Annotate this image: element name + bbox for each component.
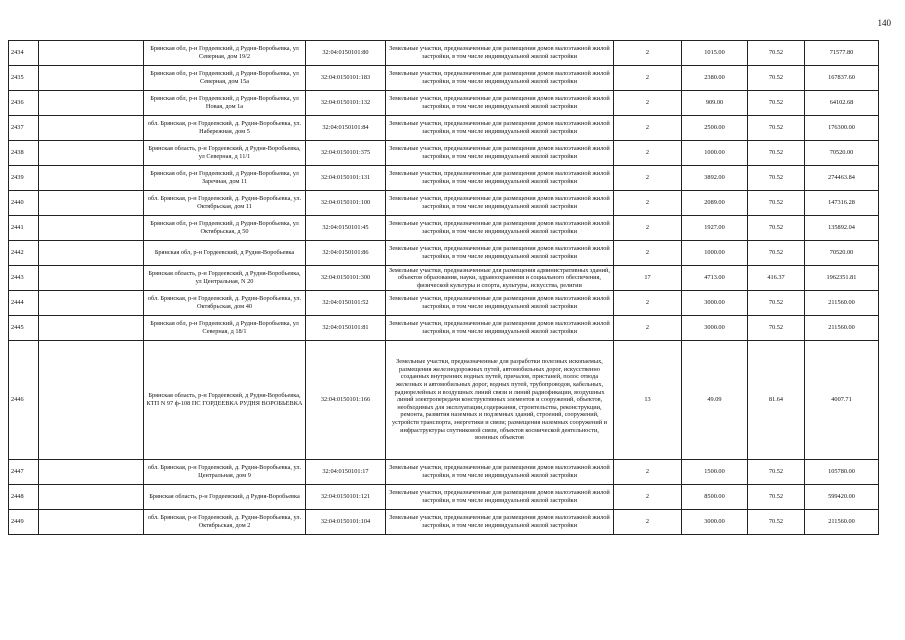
specific-value-cell: 70.52 xyxy=(748,241,805,266)
cadastral-number-cell: 32:04:0150101:100 xyxy=(306,191,386,216)
specific-value-cell: 416.37 xyxy=(748,266,805,291)
specific-value-cell: 70.52 xyxy=(748,66,805,91)
address-cell: Брянская обл, р-н Гордеевский, д Рудня-Воробьевка, ул Октябрьская, д 50 xyxy=(144,216,306,241)
address-cell: Брянская область, р-н Гордеевский, д Рудня-Воробьевка xyxy=(144,485,306,510)
specific-value-cell: 70.52 xyxy=(748,316,805,341)
cadastral-value-cell: 211560.00 xyxy=(805,316,879,341)
group-number-cell: 2 xyxy=(614,291,682,316)
cadastral-value-cell: 211560.00 xyxy=(805,510,879,535)
specific-value-cell: 70.52 xyxy=(748,460,805,485)
page-number: 140 xyxy=(877,18,891,28)
area-cell: 2500.00 xyxy=(682,116,748,141)
row-number: 2449 xyxy=(9,510,39,535)
cadastral-value-cell: 211560.00 xyxy=(805,291,879,316)
land-category-cell: Земельные участки, предназначенные для размещения домов малоэтажной жилой застройки, в том числе индивидуальной жилой застройки xyxy=(386,166,614,191)
address-cell: Брянская обл, р-н Гордеевский, д Рудня-Воробьевка, ул Северная, дом 19/2 xyxy=(144,41,306,66)
group-number-cell: 2 xyxy=(614,116,682,141)
land-category-cell: Земельные участки, предназначенные для размещения домов малоэтажной жилой застройки, в том числе индивидуальной жилой застройки xyxy=(386,116,614,141)
land-category-cell: Земельные участки, предназначенные для размещения домов малоэтажной жилой застройки, в том числе индивидуальной жилой застройки xyxy=(386,191,614,216)
address-cell: Брянская обл, р-н Гордеевский, д Рудня-Воробьевка, ул Северная, дом 15а xyxy=(144,66,306,91)
specific-value-cell: 70.52 xyxy=(748,116,805,141)
address-cell: Брянская обл, р-н Гордеевский, д Рудня-Воробьевка, ул Заречная, дом 11 xyxy=(144,166,306,191)
area-cell: 4713.00 xyxy=(682,266,748,291)
cadastral-number-cell: 32:04:0150101:166 xyxy=(306,341,386,460)
area-cell: 3000.00 xyxy=(682,316,748,341)
land-category-cell: Земельные участки, предназначенные для размещения домов малоэтажной жилой застройки, в том числе индивидуальной жилой застройки xyxy=(386,66,614,91)
table-row xyxy=(9,485,879,510)
cadastral-number-cell: 32:04:0150101:45 xyxy=(306,216,386,241)
area-cell: 3892.00 xyxy=(682,166,748,191)
cadastral-number-cell: 32:04:0150101:17 xyxy=(306,460,386,485)
group-number-cell: 2 xyxy=(614,141,682,166)
land-category-cell: Земельные участки, предназначенные для размещения домов малоэтажной жилой застройки, в том числе индивидуальной жилой застройки xyxy=(386,485,614,510)
blank-cell xyxy=(39,241,144,266)
area-cell: 49.09 xyxy=(682,341,748,460)
land-category-cell: Земельные участки, предназначенные для разработки полезных ископаемых, размещения железнодорожных путей, автомобильных дорог, искусственно созданных внутренних водных путей, причалов, пристаней, полос отвода железных и автомобильных дорог, водных путей, трубопроводов, кабельных, радиорелейных и воздушных линий связи и линий радиофикации, воздушных линий электропередачи конструктивных элементов и сооружений, объектов, необходимых для эксплуатации,содержания, строительства, реконструкции, ремонта, развития наземных и подземных зданий, строений, сооружений, устройств транспорта, энергетики и связи; размещения наземных сооружений и инфраструктуры спутниковой связи, объектов космической деятельности, военных объектов xyxy=(386,341,614,460)
row-number: 2441 xyxy=(9,216,39,241)
area-cell: 8500.00 xyxy=(682,485,748,510)
specific-value-cell: 70.52 xyxy=(748,485,805,510)
row-number: 2444 xyxy=(9,291,39,316)
specific-value-cell: 70.52 xyxy=(748,166,805,191)
cadastral-value-cell: 70520.00 xyxy=(805,241,879,266)
table-row xyxy=(9,291,879,316)
blank-cell xyxy=(39,141,144,166)
blank-cell xyxy=(39,316,144,341)
cadastral-number-cell: 32:04:0150101:183 xyxy=(306,66,386,91)
land-category-cell: Земельные участки, предназначенные для размещения домов малоэтажной жилой застройки, в том числе индивидуальной жилой застройки xyxy=(386,291,614,316)
group-number-cell: 2 xyxy=(614,191,682,216)
table-body xyxy=(9,41,879,535)
group-number-cell: 2 xyxy=(614,66,682,91)
row-number: 2447 xyxy=(9,460,39,485)
group-number-cell: 2 xyxy=(614,510,682,535)
table-row xyxy=(9,191,879,216)
blank-cell xyxy=(39,510,144,535)
address-cell: Брянская область, р-н Гордеевский, д Рудня-Воробьевка, ул Северная, д 11/1 xyxy=(144,141,306,166)
table-row xyxy=(9,141,879,166)
table-row xyxy=(9,166,879,191)
land-category-cell: Земельные участки, предназначенные для размещения домов малоэтажной жилой застройки, в том числе индивидуальной жилой застройки xyxy=(386,91,614,116)
group-number-cell: 2 xyxy=(614,316,682,341)
table-row xyxy=(9,116,879,141)
group-number-cell: 2 xyxy=(614,460,682,485)
cadastral-number-cell: 32:04:0150101:375 xyxy=(306,141,386,166)
table-row xyxy=(9,316,879,341)
address-cell: обл. Брянская, р-н Гордеевский, д. Рудня-Воробьевка, ул. Октябрьская, дом 2 xyxy=(144,510,306,535)
cadastral-number-cell: 32:04:0150101:84 xyxy=(306,116,386,141)
cadastral-value-cell: 599420.00 xyxy=(805,485,879,510)
group-number-cell: 2 xyxy=(614,41,682,66)
row-number: 2448 xyxy=(9,485,39,510)
row-number: 2445 xyxy=(9,316,39,341)
blank-cell xyxy=(39,291,144,316)
cadastral-number-cell: 32:04:0150101:121 xyxy=(306,485,386,510)
group-number-cell: 17 xyxy=(614,266,682,291)
area-cell: 2089.00 xyxy=(682,191,748,216)
specific-value-cell: 70.52 xyxy=(748,291,805,316)
address-cell: обл. Брянская, р-н Гордеевский, д. Рудня-Воробьевка, ул. Центральная, дом 9 xyxy=(144,460,306,485)
cadastral-value-cell: 105780.00 xyxy=(805,460,879,485)
cadastral-value-cell: 135892.04 xyxy=(805,216,879,241)
cadastral-value-cell: 147316.28 xyxy=(805,191,879,216)
specific-value-cell: 81.64 xyxy=(748,341,805,460)
land-category-cell: Земельные участки, предназначенные для размещения домов малоэтажной жилой застройки, в том числе индивидуальной жилой застройки xyxy=(386,41,614,66)
group-number-cell: 2 xyxy=(614,91,682,116)
area-cell: 1500.00 xyxy=(682,460,748,485)
table-row xyxy=(9,216,879,241)
row-number: 2446 xyxy=(9,341,39,460)
area-cell: 1015.00 xyxy=(682,41,748,66)
specific-value-cell: 70.52 xyxy=(748,41,805,66)
row-number: 2437 xyxy=(9,116,39,141)
address-cell: Брянская обл, р-н Гордеевский, д Рудня-Воробьевка xyxy=(144,241,306,266)
land-category-cell: Земельные участки, предназначенные для размещения домов малоэтажной жилой застройки, в том числе индивидуальной жилой застройки xyxy=(386,316,614,341)
table-row xyxy=(9,91,879,116)
cadastral-value-cell: 1962351.81 xyxy=(805,266,879,291)
area-cell: 2380.00 xyxy=(682,66,748,91)
table-row xyxy=(9,66,879,91)
area-cell: 909.00 xyxy=(682,91,748,116)
row-number: 2438 xyxy=(9,141,39,166)
blank-cell xyxy=(39,116,144,141)
blank-cell xyxy=(39,341,144,460)
cadastral-number-cell: 32:04:0150101:86 xyxy=(306,241,386,266)
address-cell: Брянская обл, р-н Гордеевский, д Рудня-Воробьевка, ул Новая, дом 1а xyxy=(144,91,306,116)
cadastral-value-cell: 176300.00 xyxy=(805,116,879,141)
cadastral-number-cell: 32:04:0150101:81 xyxy=(306,316,386,341)
table-row xyxy=(9,460,879,485)
row-number: 2442 xyxy=(9,241,39,266)
cadastral-number-cell: 32:04:0150101:104 xyxy=(306,510,386,535)
cadastral-number-cell: 32:04:0150101:131 xyxy=(306,166,386,191)
cadastral-value-cell: 167837.60 xyxy=(805,66,879,91)
table-row xyxy=(9,241,879,266)
land-category-cell: Земельные участки, предназначенные для размещения домов малоэтажной жилой застройки, в том числе индивидуальной жилой застройки xyxy=(386,241,614,266)
area-cell: 1927.00 xyxy=(682,216,748,241)
blank-cell xyxy=(39,66,144,91)
address-cell: обл. Брянская, р-н Гордеевский, д. Рудня-Воробьевка, ул. Набережная, дом 5 xyxy=(144,116,306,141)
specific-value-cell: 70.52 xyxy=(748,91,805,116)
group-number-cell: 2 xyxy=(614,241,682,266)
land-category-cell: Земельные участки, предназначенные для размещения домов малоэтажной жилой застройки, в том числе индивидуальной жилой застройки xyxy=(386,216,614,241)
table-row xyxy=(9,510,879,535)
blank-cell xyxy=(39,266,144,291)
row-number: 2434 xyxy=(9,41,39,66)
group-number-cell: 13 xyxy=(614,341,682,460)
blank-cell xyxy=(39,166,144,191)
group-number-cell: 2 xyxy=(614,216,682,241)
cadastral-number-cell: 32:04:0150101:132 xyxy=(306,91,386,116)
row-number: 2443 xyxy=(9,266,39,291)
cadastral-number-cell: 32:04:0150101:300 xyxy=(306,266,386,291)
specific-value-cell: 70.52 xyxy=(748,510,805,535)
land-category-cell: Земельные участки, предназначенные для размещения домов малоэтажной жилой застройки, в том числе индивидуальной жилой застройки xyxy=(386,460,614,485)
group-number-cell: 2 xyxy=(614,485,682,510)
area-cell: 3000.00 xyxy=(682,291,748,316)
blank-cell xyxy=(39,216,144,241)
area-cell: 1000.00 xyxy=(682,241,748,266)
cadastral-number-cell: 32:04:0150101:52 xyxy=(306,291,386,316)
area-cell: 3000.00 xyxy=(682,510,748,535)
area-cell: 1000.00 xyxy=(682,141,748,166)
specific-value-cell: 70.52 xyxy=(748,141,805,166)
address-cell: обл. Брянская, р-н Гордеевский, д. Рудня-Воробьевка, ул. Октябрьская, дом 11 xyxy=(144,191,306,216)
table-row xyxy=(9,341,879,460)
address-cell: Брянская обл, р-н Гордеевский, д Рудня-Воробьевка, ул Северная, д 18/1 xyxy=(144,316,306,341)
blank-cell xyxy=(39,41,144,66)
specific-value-cell: 70.52 xyxy=(748,216,805,241)
cadastral-value-table xyxy=(8,40,879,535)
cadastral-value-cell: 71577.80 xyxy=(805,41,879,66)
address-cell: Брянская область, р-н Гордеевский, д Рудня-Воробьевка, ул Центральная, N 20 xyxy=(144,266,306,291)
blank-cell xyxy=(39,91,144,116)
blank-cell xyxy=(39,485,144,510)
specific-value-cell: 70.52 xyxy=(748,191,805,216)
table-row xyxy=(9,266,879,291)
land-category-cell: Земельные участки, предназначенные для размещения домов малоэтажной жилой застройки, в том числе индивидуальной жилой застройки xyxy=(386,510,614,535)
table-row xyxy=(9,41,879,66)
cadastral-value-cell: 274463.84 xyxy=(805,166,879,191)
blank-cell xyxy=(39,191,144,216)
row-number: 2436 xyxy=(9,91,39,116)
address-cell: обл. Брянская, р-н Гордеевский, д. Рудня-Воробьевка, ул. Октябрьская, дом 40 xyxy=(144,291,306,316)
row-number: 2440 xyxy=(9,191,39,216)
row-number: 2439 xyxy=(9,166,39,191)
cadastral-value-cell: 70520.00 xyxy=(805,141,879,166)
cadastral-number-cell: 32:04:0150101:80 xyxy=(306,41,386,66)
group-number-cell: 2 xyxy=(614,166,682,191)
blank-cell xyxy=(39,460,144,485)
address-cell: Брянская область, р-н Гордеевский, д Рудня-Воробьевка, КТП N 97 ф-108 ПС ГОРДЕЕВКА РУДНЯ ВОРОБЬЕВКА xyxy=(144,341,306,460)
land-category-cell: Земельные участки, предназначенные для размещения домов малоэтажной жилой застройки, в том числе индивидуальной жилой застройки xyxy=(386,141,614,166)
land-category-cell: Земельные участки, предназначенные для размещения административных зданий, объектов образования, науки, здравоохранения и социального обеспечения, физической культуры и спорта, культуры, искусства, религии xyxy=(386,266,614,291)
cadastral-value-cell: 64102.68 xyxy=(805,91,879,116)
row-number: 2435 xyxy=(9,66,39,91)
cadastral-value-cell: 4007.71 xyxy=(805,341,879,460)
